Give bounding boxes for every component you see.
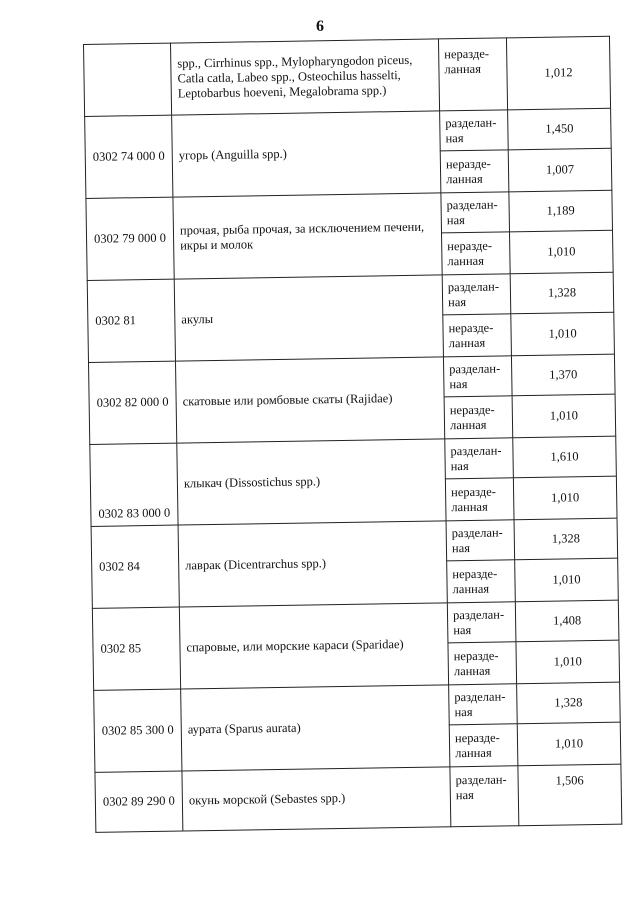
description-cell: спаровые, или морские караси (Sparidae) xyxy=(179,603,448,689)
coefficient-cell: 1,408 xyxy=(515,600,619,642)
code-cell: 0302 85 xyxy=(92,607,180,690)
coefficient-cell: 1,007 xyxy=(508,148,612,192)
state-cell: неразде-ланная xyxy=(448,642,517,685)
coefficient-cell: 1,010 xyxy=(512,394,616,438)
code-cell xyxy=(84,43,172,116)
table-row xyxy=(84,36,611,116)
description-cell: акулы xyxy=(174,275,443,361)
description-cell: аурата (Sparus aurata) xyxy=(181,685,450,771)
coefficient-cell: 1,450 xyxy=(508,108,612,150)
coefficient-cell: 1,010 xyxy=(513,476,617,520)
state-cell: разделан-ная xyxy=(442,274,511,315)
coefficient-cell: 1,328 xyxy=(514,518,618,560)
coefficient-cell: 1,370 xyxy=(511,354,615,396)
state-cell: неразде-ланная xyxy=(449,724,518,767)
state-cell: разделан-ная xyxy=(449,684,518,725)
description-cell: клыкач (Dissostichus spp.) xyxy=(177,439,446,525)
code-cell: 0302 83 000 0 xyxy=(90,443,178,526)
state-cell: неразде-ланная xyxy=(445,478,514,521)
coefficient-cell: 1,012 xyxy=(506,36,610,110)
description-cell: угорь (Anguilla spp.) xyxy=(172,111,441,197)
description-cell: прочая, рыба прочая, за исключением печени, икры и молок xyxy=(173,193,442,279)
state-cell: неразде-ланная xyxy=(440,150,509,193)
state-cell: разделан-ная xyxy=(446,520,515,561)
code-cell: 0302 82 000 0 xyxy=(89,361,177,444)
state-cell: разделан-ная xyxy=(447,602,516,643)
state-cell: разделан-ная xyxy=(450,766,519,827)
coefficient-cell: 1,010 xyxy=(516,640,620,684)
description-cell: скатовые или ромбовые скаты (Rajidae) xyxy=(175,357,444,443)
coefficient-cell: 1,506 xyxy=(518,764,622,826)
coefficient-cell: 1,189 xyxy=(509,190,613,232)
state-cell: неразде-ланная xyxy=(438,38,507,111)
page-number: 6 xyxy=(316,18,324,35)
coefficient-cell: 1,010 xyxy=(517,722,621,766)
code-cell: 0302 85 300 0 xyxy=(94,689,182,772)
code-cell: 0302 79 000 0 xyxy=(86,197,174,280)
coefficient-cell: 1,010 xyxy=(511,312,615,356)
state-cell: неразде-ланная xyxy=(447,560,516,603)
state-cell: неразде-ланная xyxy=(444,396,513,439)
code-cell: 0302 84 xyxy=(91,525,179,608)
code-cell: 0302 81 xyxy=(87,279,175,362)
code-cell: 0302 89 290 0 xyxy=(95,771,183,832)
code-cell: 0302 74 000 0 xyxy=(85,115,173,198)
description-cell: окунь морской (Sebastes spp.) xyxy=(182,767,451,831)
description-cell: spp., Cirrhinus spp., Mylopharyngodon piceus, Catla catla, Labeo spp., Osteochilus hasselti, Leptobarbus hoeveni, Megalobrama spp.) xyxy=(170,39,439,115)
table-row xyxy=(95,764,622,832)
coefficient-cell: 1,328 xyxy=(517,682,621,724)
state-cell: неразде-ланная xyxy=(442,232,511,275)
coefficient-cell: 1,010 xyxy=(515,558,619,602)
coefficients-table xyxy=(83,36,622,833)
state-cell: разделан-ная xyxy=(445,438,514,479)
coefficient-cell: 1,328 xyxy=(510,272,614,314)
state-cell: неразде-ланная xyxy=(443,314,512,357)
state-cell: разделан-ная xyxy=(440,110,509,151)
state-cell: разделан-ная xyxy=(441,192,510,233)
coefficient-cell: 1,010 xyxy=(510,230,614,274)
description-cell: лаврак (Dicentrarchus spp.) xyxy=(178,521,447,607)
coefficient-cell: 1,610 xyxy=(513,436,617,478)
state-cell: разделан-ная xyxy=(443,356,512,397)
